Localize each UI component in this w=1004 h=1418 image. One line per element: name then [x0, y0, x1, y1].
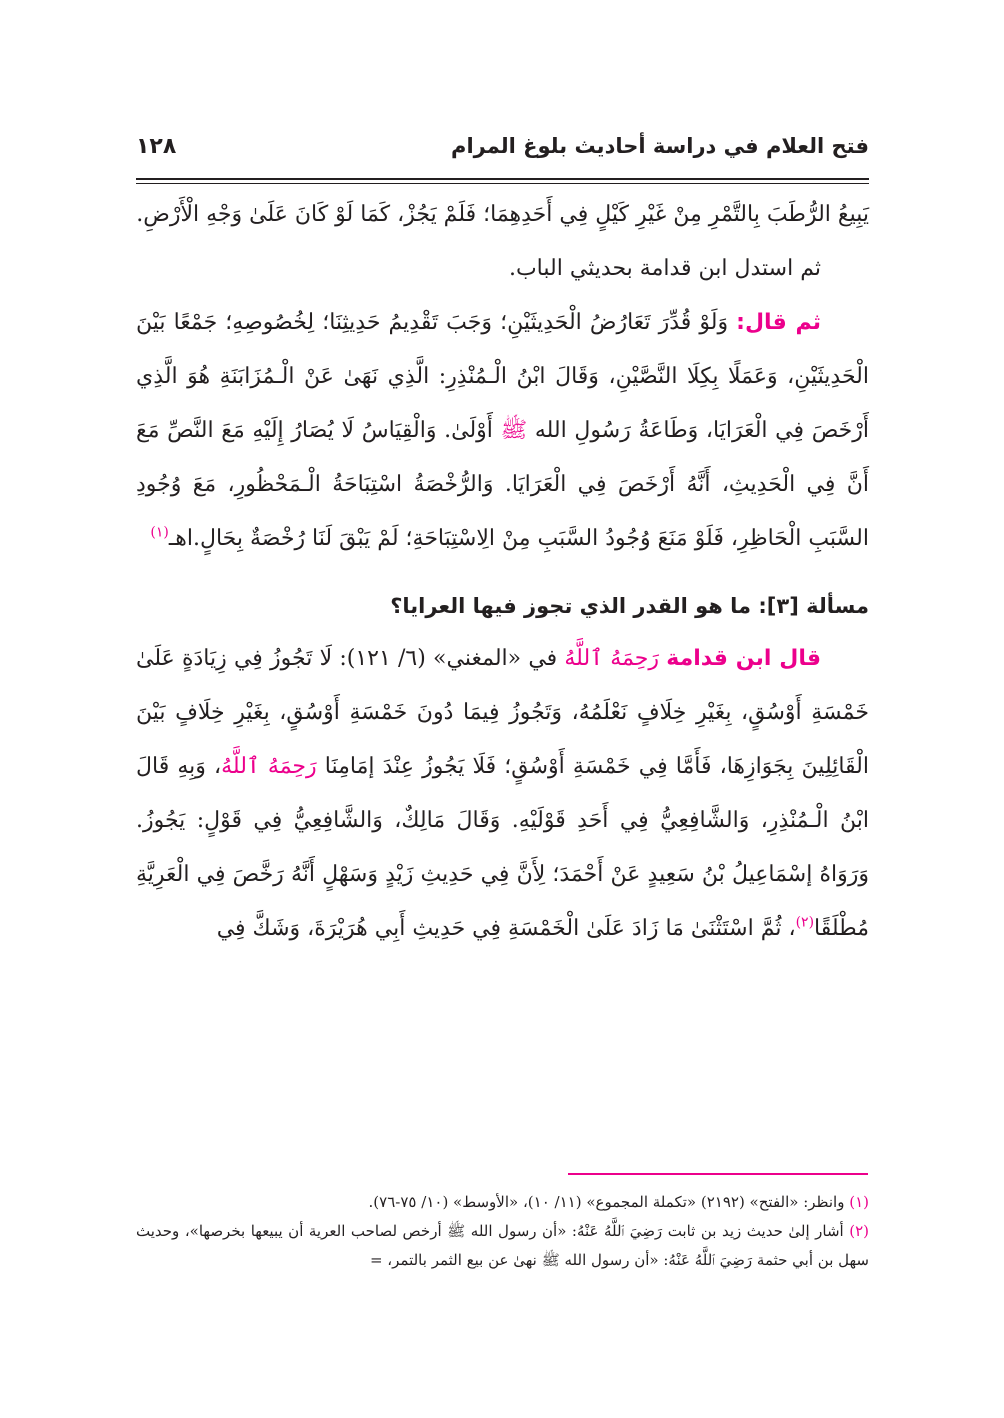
footnote-2-number: (٢)	[849, 1222, 869, 1240]
book-title: فتح العلام في دراسة أحاديث بلوغ المرام	[451, 134, 869, 158]
footnote-ref-1[interactable]: (١)	[150, 524, 169, 541]
footnote-2	[136, 1217, 869, 1275]
footnote-2-text: أشار إلىٰ حديث زيد بن ثابت رَضِيَ ٱللَّهُ عَنْهُ: «أن رسول الله ﷺ أرخص لصاحب العرية أن يبيعها بخرصها»، وحديث سهل بن أبي حثمة رَضِيَ ٱللَّهُ عَنْهُ: «أن رسول الله ﷺ نهىٰ عن بيع الثمر بالتمر، =	[136, 1222, 869, 1269]
footnote-1	[136, 1188, 869, 1217]
footnotes	[136, 1188, 869, 1275]
paragraph-ibn-qudama-evidence: ثم استدل ابن قدامة بحديثي الباب.	[508, 256, 821, 281]
header-rule-thin	[136, 183, 869, 184]
quote-text-continued: أَوْلَىٰ. وَالْقِيَاسُ لَا يُصَارُ إِلَيْهِ مَعَ النَّصِّ مَعَ أَنَّ فِي الْحَدِيثِ، أَنَّهُ أَرْخَصَ فِي الْعَرَايَا. وَالرُّخْصَةُ اسْتِبَاحَةُ الْـمَحْظُورِ، مَعَ وُجُودِ السَّبَبِ الْحَاظِرِ، فَلَوْ مَنَعَ وُجُودُ السَّبَبِ مِنْ الِاسْتِبَاحَةِ؛ لَمْ يَبْقَ لَنَا رُخْصَةٌ بِحَالٍ.اهـ	[136, 418, 869, 551]
quote-text: وَلَوْ قُدِّرَ تَعَارُضُ الْحَدِيثَيْنِ؛ وَجَبَ تَقْدِيمُ حَدِيثِنَا؛ لِخُصُوصِهِ؛ جَمْعًا بَيْنَ الْحَدِيثَيْنِ، وَعَمَلًا بِكِلَا النَّصَّيْنِ، وَقَالَ ابْنُ الْـمُنْذِرِ: الَّذِي نَهَىٰ عَنْ الْـمُزَابَنَةِ هُوَ الَّذِي أَرْخَصَ فِي الْعَرَايَا، وَطَاعَةُ رَسُولِ الله	[136, 310, 869, 443]
page-header	[136, 128, 869, 176]
lead-phrase: ثم قال:	[736, 310, 821, 335]
footnote-separator	[568, 1173, 868, 1175]
honorific-mark-2: رَحِمَهُ ٱللَّهُ	[221, 754, 317, 779]
salutation-mark: ﷺ	[500, 418, 528, 443]
footnote-1-text: وانظر: «الفتح» (٢١٩٢) «تكملة المجموع» (١١/ ١٠)، «الأوسط» (١٠/ ٧٥-٧٦).	[368, 1193, 850, 1211]
main-text	[136, 188, 869, 956]
footnote-1-number: (١)	[849, 1193, 869, 1211]
lead-phrase-ibn-qudama: قال ابن قدامة	[666, 646, 822, 671]
issue-title: ما هو القدر الذي تجوز فيها العرايا؟	[390, 594, 759, 618]
paragraph-then-said	[136, 296, 869, 566]
page-number: ١٢٨	[136, 134, 177, 159]
issue-heading	[136, 580, 869, 632]
header-rule-thick	[136, 178, 869, 180]
mughni-text-continued: ، وَبِهِ قَالَ ابْنُ الْـمُنْذِرِ، وَالشَّافِعِيُّ فِي أَحَدِ قَوْلَيْهِ. وَقَالَ مَالِكٌ، وَالشَّافِعِيُّ فِي قَوْلٍ: يَجُوزُ. وَرَوَاهُ إسْمَاعِيلُ بْنُ سَعِيدٍ عَنْ أَحْمَدَ؛ لِأَنَّ فِي حَدِيثِ زَيْدٍ وَسَهْلٍ أَنَّهُ رَخَّصَ فِي الْعَرِيَّةِ مُطْلَقًا	[136, 754, 869, 941]
mughni-text-end: ، ثُمَّ اسْتَثْنَىٰ مَا زَادَ عَلَىٰ الْخَمْسَةِ فِي حَدِيثِ أَبِي هُرَيْرَةَ، وَشَكَّ فِي	[216, 916, 796, 941]
issue-label: مسألة [٣]:	[758, 594, 869, 618]
footnote-ref-2[interactable]: (٢)	[795, 914, 815, 931]
paragraph-continuation: يَبِيعُ الرُّطَبَ بِالتَّمْرِ مِنْ غَيْرِ كَيْلٍ فِي أَحَدِهِمَا؛ فَلَمْ يَجُزْ، كَمَا لَوْ كَانَ عَلَىٰ وَجْهِ الْأَرْضِ.	[136, 202, 869, 227]
paragraph-mughni-quote	[136, 632, 869, 956]
mughni-text: في «المغني» (٦/ ١٢١): لَا تَجُوزُ فِي زِيَادَةٍ عَلَىٰ خَمْسَةِ أَوْسُقٍ، بِغَيْرِ خِلَافٍ نَعْلَمُهُ، وَتَجُوزُ فِيمَا دُونَ خَمْسَةِ أَوْسُقٍ، بِغَيْرِ خِلَافٍ بَيْنَ الْقَائِلِينَ بِجَوَازِهَا، فَأَمَّا فِي خَمْسَةِ أَوْسُقٍ؛ فَلَا يَجُوزُ عِنْدَ إمَامِنَا	[136, 646, 869, 779]
honorific-mark: رَحِمَهُ ٱللَّهُ	[564, 646, 660, 671]
